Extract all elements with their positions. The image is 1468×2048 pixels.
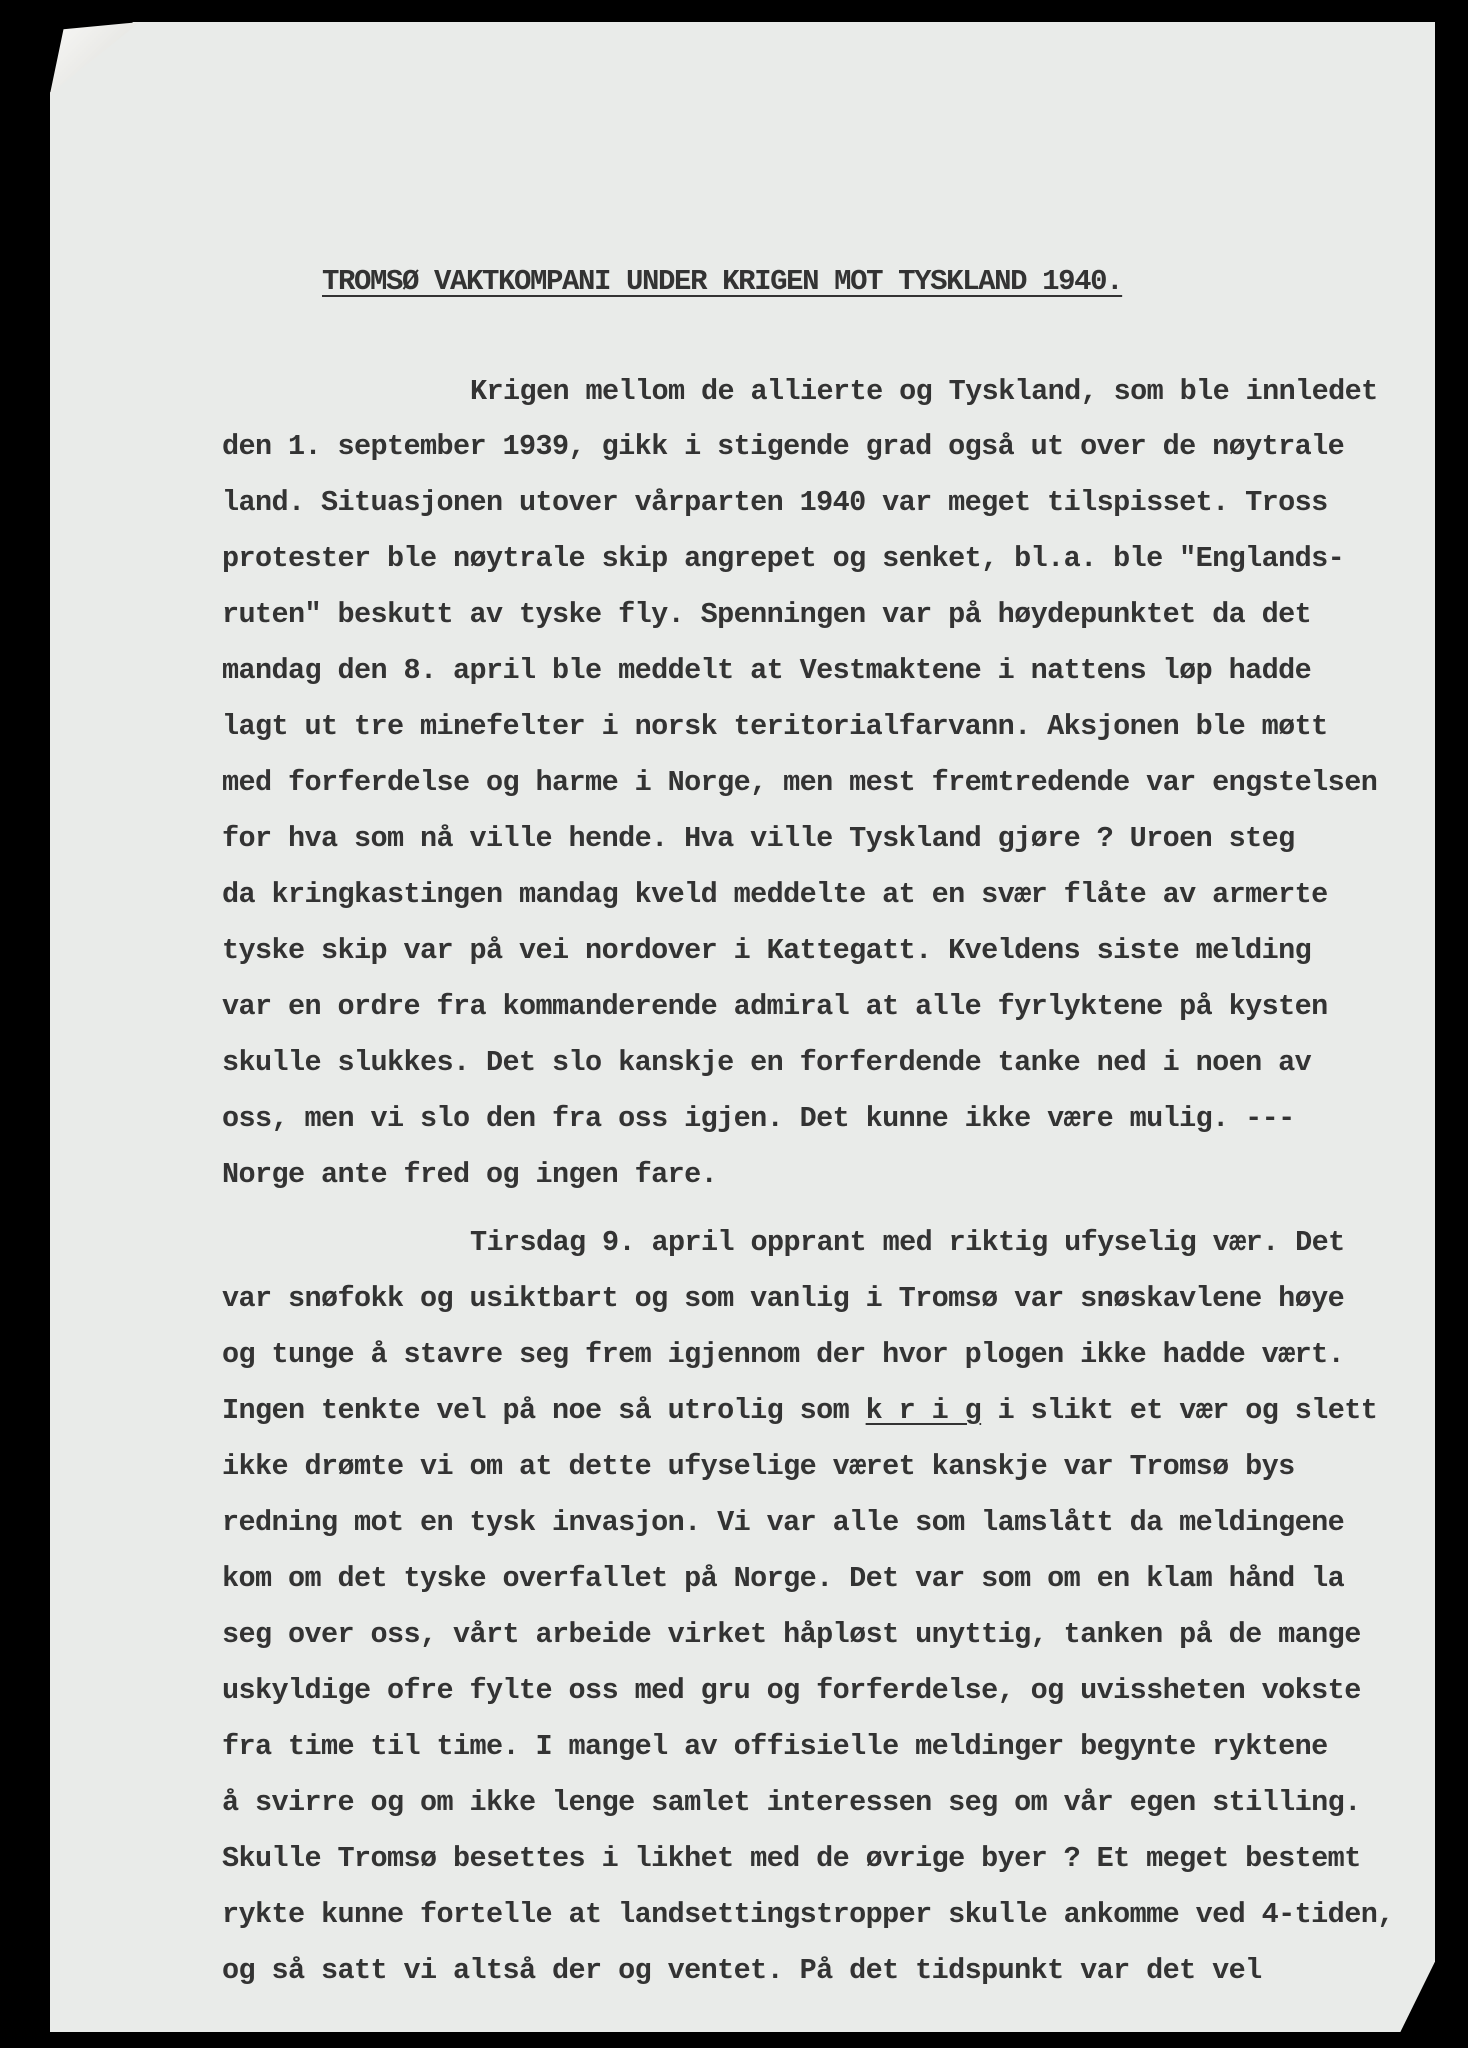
- text-line: Skulle Tromsø besettes i likhet med de øvrige byer ? Et meget bestemt: [222, 1842, 1361, 1875]
- text-line: var snøfokk og usiktbart og som vanlig i Tromsø var snøskavlene høye: [222, 1282, 1345, 1315]
- text-line: kom om det tyske overfallet på Norge. Det var som om en klam hånd la: [222, 1562, 1345, 1595]
- text-line: lagt ut tre minefelter i norsk teritorialfarvann. Aksjonen ble møtt: [222, 710, 1328, 743]
- text-line: [222, 1394, 1377, 1427]
- text-line: for hva som nå ville hende. Hva ville Tyskland gjøre ? Uroen steg: [222, 822, 1295, 855]
- text-line: Norge ante fred og ingen fare.: [222, 1158, 718, 1191]
- text-line: den 1. september 1939, gikk i stigende grad også ut over de nøytrale: [222, 430, 1345, 463]
- text-line: å svirre og om ikke lenge samlet interessen seg om vår egen stilling.: [222, 1786, 1361, 1819]
- text-line: seg over oss, vårt arbeide virket håpløst unyttig, tanken på de mange: [222, 1618, 1361, 1651]
- underlined-word: k r i g: [865, 1394, 982, 1427]
- text-line: ikke drømte vi om at dette ufyselige været kanskje var Tromsø bys: [222, 1450, 1295, 1483]
- text-line: og tunge å stavre seg frem igjennom der hvor plogen ikke hadde vært.: [222, 1338, 1345, 1371]
- text-line: skulle slukkes. Det slo kanskje en forferdende tanke ned i noen av: [222, 1046, 1312, 1079]
- text-line: mandag den 8. april ble meddelt at Vestmaktene i nattens løp hadde: [222, 654, 1312, 687]
- text-segment: i slikt et vær og slett: [997, 1394, 1378, 1427]
- document-title: TROMSØ VAKTKOMPANI UNDER KRIGEN MOT TYSKLAND 1940.: [322, 265, 1123, 298]
- text-line: oss, men vi slo den fra oss igjen. Det kunne ikke være mulig. ---: [222, 1102, 1295, 1135]
- text-line: Tirsdag 9. april opprant med riktig ufyselig vær. Det: [470, 1226, 1345, 1259]
- text-line: da kringkastingen mandag kveld meddelte at en svær flåte av armerte: [222, 878, 1328, 911]
- text-line: tyske skip var på vei nordover i Kattegatt. Kveldens siste melding: [222, 934, 1312, 967]
- text-line: med forferdelse og harme i Norge, men mest fremtredende var engstelsen: [222, 766, 1378, 799]
- text-line: ruten" beskutt av tyske fly. Spenningen var på høydepunktet da det: [222, 598, 1312, 631]
- text-line: uskyldige ofre fylte oss med gru og forferdelse, og uvissheten vokste: [222, 1674, 1361, 1707]
- text-line: og så satt vi altså der og ventet. På det tidspunkt var det vel: [222, 1954, 1262, 1987]
- text-line: var en ordre fra kommanderende admiral at alle fyrlyktene på kysten: [222, 990, 1328, 1023]
- text-line: protester ble nøytrale skip angrepet og senket, bl.a. ble "Englands-: [222, 542, 1345, 575]
- text-line: fra time til time. I mangel av offisielle meldinger begynte ryktene: [222, 1730, 1328, 1763]
- text-line: land. Situasjonen utover vårparten 1940 var meget tilspisset. Tross: [222, 486, 1328, 519]
- text-line: redning mot en tysk invasjon. Vi var alle som lamslått da meldingene: [222, 1506, 1345, 1539]
- text-line: Krigen mellom de allierte og Tyskland, som ble innledet: [470, 375, 1378, 408]
- text-segment: Ingen tenkte vel på noe så utrolig som: [222, 1394, 850, 1427]
- text-line: rykte kunne fortelle at landsettingstropper skulle ankomme ved 4-tiden,: [222, 1898, 1394, 1931]
